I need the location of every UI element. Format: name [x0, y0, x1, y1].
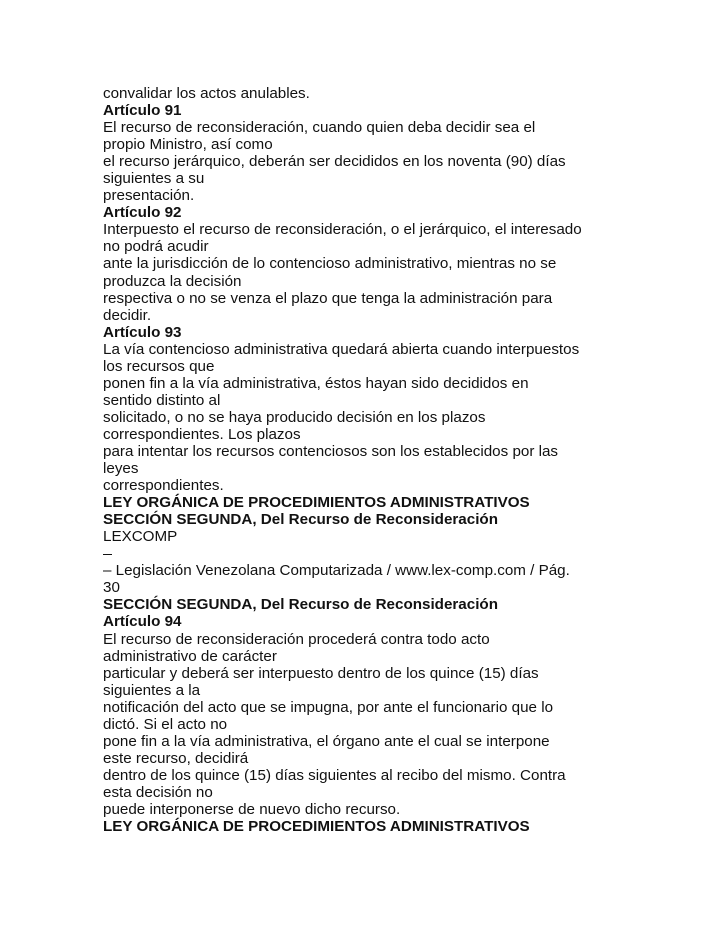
document-text-line: respectiva o no se venza el plazo que tenga la administración para [103, 289, 553, 307]
document-text-line: LEXCOMP [103, 528, 178, 546]
document-text-line: puede interponerse de nuevo dicho recurso. [103, 800, 401, 818]
document-text-line: los recursos que [103, 357, 215, 375]
document-text-line: esta decisión no [103, 783, 213, 801]
document-text-line: dictó. Si el acto no [103, 715, 228, 733]
document-heading-line: LEY ORGÁNICA DE PROCEDIMIENTOS ADMINISTRATIVOS [103, 494, 530, 512]
document-text-line: decidir. [103, 306, 152, 324]
document-heading-line: Artículo 93 [103, 323, 182, 341]
document-text-line: administrativo de carácter [103, 647, 277, 665]
document-heading-line: Artículo 91 [103, 102, 182, 120]
document-heading-line: SECCIÓN SEGUNDA, Del Recurso de Reconsideración [103, 596, 498, 614]
document-text-line: particular y deberá ser interpuesto dentro de los quince (15) días [103, 664, 539, 682]
document-text-line: 30 [103, 579, 120, 597]
document-text-line: sentido distinto al [103, 391, 221, 409]
document-text-line: dentro de los quince (15) días siguientes al recibo del mismo. Contra [103, 766, 566, 784]
document-heading-line: SECCIÓN SEGUNDA, Del Recurso de Reconsideración [103, 511, 498, 529]
document-heading-line: LEY ORGÁNICA DE PROCEDIMIENTOS ADMINISTRATIVOS [103, 818, 530, 836]
document-text-line: siguientes a su [103, 170, 205, 188]
document-text-line: Interpuesto el recurso de reconsideración, o el jerárquico, el interesado [103, 221, 582, 239]
document-text-line: convalidar los actos anulables. [103, 85, 310, 102]
document-text-line: produzca la decisión [103, 272, 242, 290]
document-text-line: La vía contencioso administrativa quedará abierta cuando interpuestos [103, 340, 580, 358]
document-page [103, 85, 663, 835]
document-text-line: El recurso de reconsideración, cuando quien deba decidir sea el [103, 119, 536, 137]
document-text-line [103, 545, 663, 562]
document-text-line: el recurso jerárquico, deberán ser decididos en los noventa (90) días [103, 153, 566, 171]
document-text-line: pone fin a la vía administrativa, el órgano ante el cual se interpone [103, 732, 550, 750]
document-text-line: no podrá acudir [103, 238, 209, 256]
underline-mark [103, 538, 112, 555]
document-text-line: este recurso, decidirá [103, 749, 249, 767]
document-text-line: para intentar los recursos contenciosos son los establecidos por las [103, 442, 559, 460]
document-text-line: correspondientes. Los plazos [103, 425, 301, 443]
document-text-line: notificación del acto que se impugna, por ante el funcionario que lo [103, 698, 554, 716]
document-text-line: leyes [103, 460, 139, 478]
document-text-line: correspondientes. [103, 477, 224, 495]
document-text-line: siguientes a la [103, 681, 201, 699]
document-heading-line: Artículo 94 [103, 613, 182, 631]
document-text-line: El recurso de reconsideración procederá contra todo acto [103, 630, 490, 648]
document-text-line: ponen fin a la vía administrativa, éstos hayan sido decididos en [103, 374, 529, 392]
document-heading-line: Artículo 92 [103, 204, 182, 222]
document-text-line: ante la jurisdicción de lo contencioso administrativo, mientras no se [103, 255, 557, 273]
document-text-line: – Legislación Venezolana Computarizada / www.lex-comp.com / Pág. [103, 562, 570, 580]
document-text-line: solicitado, o no se haya producido decisión en los plazos [103, 408, 486, 426]
document-text-line: propio Ministro, así como [103, 136, 273, 154]
document-text-line: presentación. [103, 187, 195, 205]
